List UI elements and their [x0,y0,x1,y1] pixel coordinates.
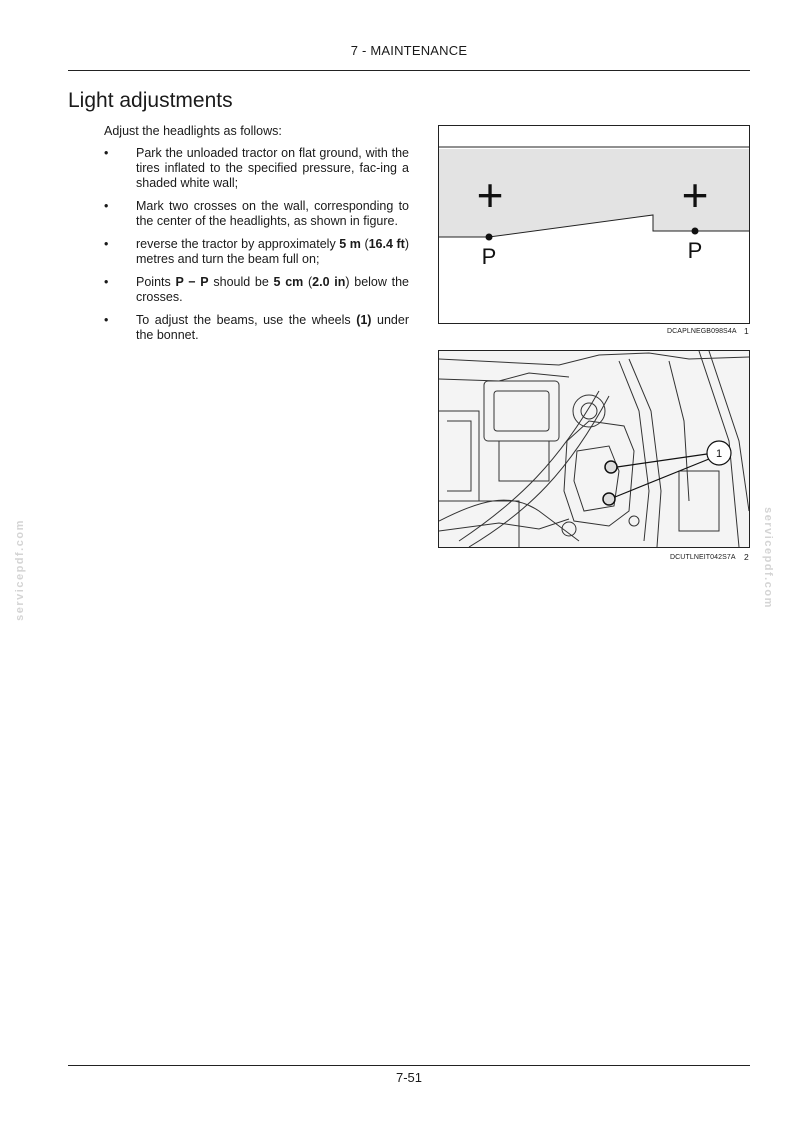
offset-imperial: 2.0 in [312,275,346,289]
step-text: ( [303,275,313,289]
callout-number: 1 [715,448,723,460]
step-text: Park the unloaded tractor on flat ground, with the tires inflated to the specified pressure, fac-ing a shaded white wall; [136,146,409,190]
figure-adjuster-wheels [438,350,750,548]
watermark-left: servicepdf.com [14,519,26,621]
step-text: should be [208,275,274,289]
bullet-glyph: • [104,237,109,251]
step-text: reverse the tractor by approximately [136,237,340,251]
point-label-left: P [481,244,497,269]
cross-left: + [476,169,504,221]
footer-rule [68,1065,750,1066]
offset-metric: 5 cm [273,275,304,289]
bullet-glyph: • [104,275,109,289]
section-header: 7 - MAINTENANCE [350,43,468,58]
watermark-right: servicepdf.com [762,507,774,609]
point-label-right: P [687,238,703,263]
point-right-marker [692,228,699,235]
header-rule [68,70,750,71]
list-item [104,313,409,343]
list-item [104,237,409,267]
page-title: Light adjustments [68,89,233,112]
step-text: under the bonnet. [136,313,409,342]
step-text: To adjust the beams, use the wheels [136,313,357,327]
bullet-glyph: • [104,146,109,160]
step-text: ) below the crosses. [136,275,410,304]
step-text: ) metres and turn the beam full on; [136,237,409,266]
list-item [104,146,409,191]
figure-headlight-alignment [438,125,750,324]
step-text: Mark two crosses on the wall, corresponding to the center of the headlights, as shown in figure. [136,199,409,228]
wheel-ref: (1) [356,313,372,327]
points-label: P − P [175,275,209,289]
figure2-caption: DCUTLNEIT042S7A [670,554,736,561]
page-number: 7-51 [395,1070,423,1085]
bullet-glyph: • [104,313,109,327]
instruction-list [104,146,409,351]
step-text: ( [360,237,369,251]
cross-right: + [681,169,709,221]
alignment-diagram [439,126,749,323]
list-item [104,275,409,305]
intro-text: Adjust the headlights as follows: [104,124,282,138]
adjuster-wheel-upper [605,461,617,473]
engine-bay-illustration [439,351,749,547]
figure1-number: 1 [744,326,749,336]
distance-metric: 5 m [339,237,361,251]
distance-imperial: 16.4 ft [368,237,405,251]
figure1-caption: DCAPLNEGB098S4A [667,328,737,335]
adjuster-wheel-lower [603,493,615,505]
list-item [104,199,409,229]
figure2-number: 2 [744,552,749,562]
bullet-glyph: • [104,199,109,213]
point-left-marker [486,234,493,241]
step-text: Points [136,275,176,289]
